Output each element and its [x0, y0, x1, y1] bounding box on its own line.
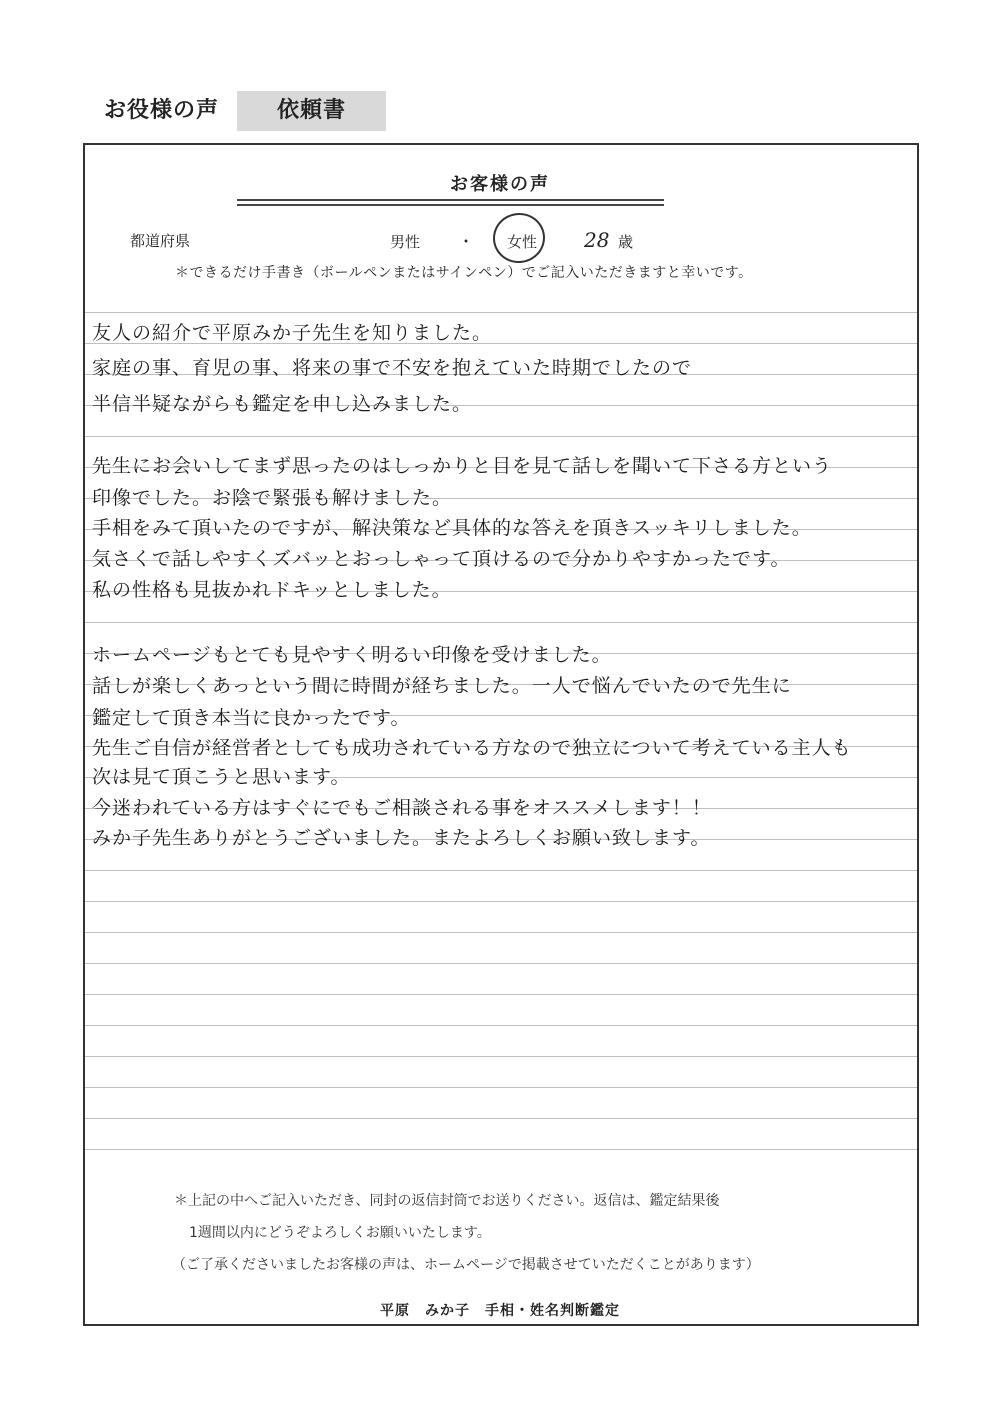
- instruction-note: ＊できるだけ手書き（ボールペンまたはサインペン）でご記入いただきますと幸いです。: [175, 265, 753, 281]
- handwritten-line: 話しが楽しくあっという間に時間が経ちました。一人で悩んでいたので先生に: [92, 675, 792, 697]
- handwritten-line: 私の性格も見抜かれドキッとしました。: [92, 579, 452, 601]
- handwritten-line: 先生ご自信が経営者としても成功されている方なので独立について考えている主人も: [92, 737, 852, 759]
- ruled-line: [85, 436, 917, 437]
- signature: 平原 みか子 手相・姓名判断鑑定: [380, 1303, 620, 1319]
- handwritten-line: 今迷われている方はすぐにでもご相談される事をオススメします！！: [92, 797, 712, 819]
- header-label: お役様の声: [104, 98, 220, 123]
- ruled-line: [85, 1149, 917, 1150]
- ruled-line: [85, 901, 917, 902]
- title-underline-bottom: [237, 204, 664, 206]
- handwritten-line: 次は見て頂こうと思います。: [92, 766, 351, 788]
- handwritten-line: 友人の紹介で平原みか子先生を知りました。: [92, 322, 493, 344]
- handwritten-line: 家庭の事、育児の事、将来の事で不安を抱えていた時期でしたので: [92, 357, 693, 379]
- handwritten-line: みか子先生ありがとうございました。またよろしくお願い致します。: [92, 827, 711, 849]
- ruled-line: [85, 312, 917, 313]
- header-tag: 依頼書: [237, 91, 386, 131]
- handwritten-line: ホームページもとても見やすく明るい印像を受けました。: [92, 644, 612, 666]
- ruled-line: [85, 622, 917, 623]
- ruled-line: [85, 1056, 917, 1057]
- ruled-line: [85, 963, 917, 964]
- handwritten-line: 鑑定して頂き本当に良かったです。: [92, 707, 411, 729]
- title-underline-top: [237, 199, 664, 201]
- footer-note-line1: ＊上記の中へご記入いただき、同封の返信封筒でお送りください。返信は、鑑定結果後: [174, 1193, 720, 1209]
- footer-note-line2: 1週間以内にどうぞよろしくお願いいたします。: [189, 1225, 491, 1241]
- ruled-line: [85, 1025, 917, 1026]
- ruled-line: [85, 932, 917, 933]
- handwritten-line: 半信半疑ながらも鑑定を申し込みました。: [92, 393, 473, 415]
- gender-male-option: 男性: [390, 233, 421, 251]
- ruled-line: [85, 994, 917, 995]
- footer-note-line3: （ご了承くださいましたお客様の声は、ホームページで掲載させていただくことがあります）: [172, 1257, 760, 1273]
- age-value: 28: [584, 228, 610, 252]
- form-title: お客様の声: [450, 174, 550, 195]
- ruled-line: [85, 870, 917, 871]
- ruled-line: [85, 1087, 917, 1088]
- age-unit: 歳: [618, 233, 634, 251]
- handwritten-line: 手相をみて頂いたのですが、解決策など具体的な答えを頂きスッキリしました。: [92, 517, 812, 539]
- handwritten-line: 印像でした。お陰で緊張も解けました。: [92, 487, 453, 509]
- gender-female-option: 女性: [507, 233, 538, 251]
- prefecture-label: 都道府県: [130, 232, 191, 250]
- handwritten-line: 先生にお会いしてまず思ったのはしっかりと目を見て話しを聞いて下さる方という: [92, 455, 833, 477]
- ruled-line: [85, 1118, 917, 1119]
- gender-separator: ・: [458, 232, 475, 251]
- handwritten-line: 気さくで話しやすくズバッとおっしゃって頂けるので分かりやすかったです。: [92, 548, 791, 570]
